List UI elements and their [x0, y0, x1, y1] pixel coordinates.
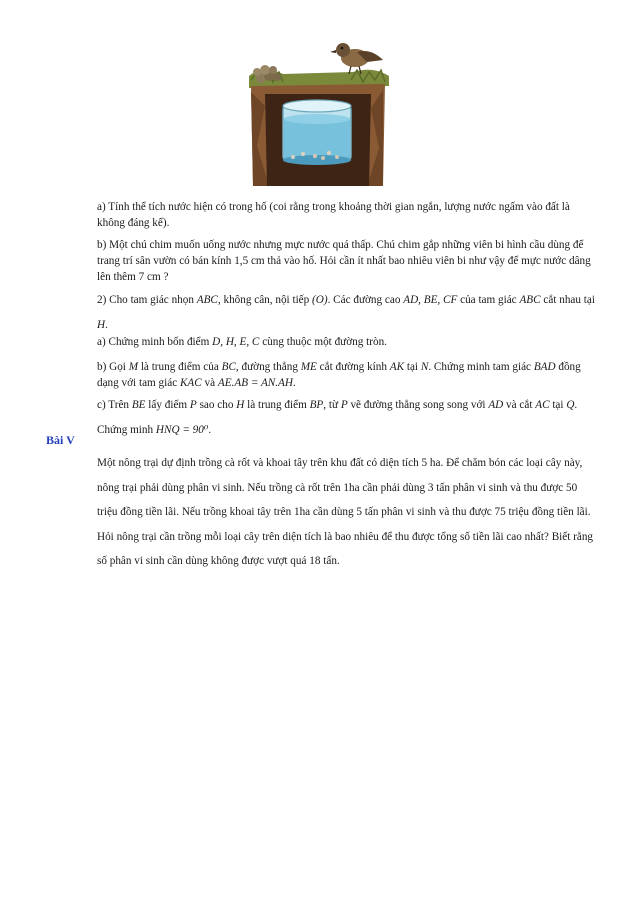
q2b-math: KAC — [179, 377, 202, 389]
q2b-text: và — [201, 377, 218, 389]
q2a-math: D, H, E, C — [212, 336, 260, 348]
q2-math: AD, BE, CF — [403, 294, 458, 306]
q2b-math: BAD — [533, 361, 556, 373]
q2b-math: AK — [389, 361, 405, 373]
q2-text: . — [105, 318, 108, 331]
q2a-text: cùng thuộc một đường tròn. — [259, 336, 387, 348]
q2b-math: ME — [300, 361, 317, 373]
question-2a — [97, 334, 597, 350]
q2-text: cắt nhau tại — [540, 294, 595, 306]
q2-text: 2) Cho tam giác nhọn — [97, 294, 197, 306]
q2b-text: b) Gọi — [97, 361, 129, 373]
q2c-text: . Chứng minh — [97, 399, 578, 436]
q2c-text: là trung điểm — [244, 399, 310, 411]
q2c-math: P — [189, 399, 197, 411]
q2c-text: lấy điểm — [145, 399, 190, 411]
bird-well-illustration — [243, 36, 392, 186]
q2c-text: và cắt — [503, 399, 536, 411]
part-b-marbles: b) Một chú chim muốn uống nước nhưng mực nước quá thấp. Chú chim gắp những viên bi hình cầu dùng để trang trí sân vườn có bán kính 1,5 cm thả vào hố. Hỏi cần ít nhất bao nhiêu viên bi như vậy để mực nước dâng lên thêm 7 cm ? — [97, 239, 591, 283]
q2c-text: , từ — [323, 399, 341, 411]
question-2c — [97, 393, 597, 442]
section-title-bai-v: Bài V — [46, 433, 75, 447]
q2c-math: P — [340, 399, 348, 411]
q2b-math: N — [420, 361, 429, 373]
q2c-math: Q — [566, 399, 575, 411]
q2b-text: là trung điểm của — [138, 361, 222, 373]
q2c-math: BE — [131, 399, 146, 411]
q2c-math: H — [236, 399, 245, 411]
q2-text: , không cân, nội tiếp — [217, 294, 313, 306]
q2b-math: AE.AB = AN.AH — [217, 377, 293, 389]
q2b-text: , đường thẳng — [235, 361, 301, 373]
q2c-text: sao cho — [196, 399, 237, 411]
q2c-math: AD — [488, 399, 504, 411]
q2-text: . Các đường cao — [327, 294, 404, 306]
q2-text: của tam giác — [457, 294, 520, 306]
q2c-text: c) Trên — [97, 399, 132, 411]
q2c-text: tại — [549, 399, 567, 411]
q2b-text: cắt đường kính — [316, 361, 390, 373]
q2b-math: BC — [221, 361, 236, 373]
q2-math: ABC — [519, 294, 541, 306]
q2a-text: a) Chứng minh bốn điểm — [97, 336, 213, 348]
q2-math: ABC — [196, 294, 218, 306]
q2c-text: vẽ đường thẳng song song với — [347, 399, 489, 411]
question-2-statement — [97, 288, 597, 337]
q2-math: (O) — [312, 294, 328, 306]
q2b-text: tại — [404, 361, 421, 373]
bai-v-problem: Một nông trại dự định trồng cà rốt và khoai tây trên khu đất có diện tích 5 ha. Để chăm bón các loại cây này, nông trại phải dùng phân vi sinh. Nếu trồng cà rốt trên 1ha cần phải dùng 3 tấn phân vi sinh và thu được 50 triệu đồng tiền lãi. Nếu trồng khoai tây trên 1ha cần dùng 5 tấn phân vi sinh và thu được 75 triệu đồng tiền lãi. Hỏi nông trại cần trồng mỗi loại cây trên diện tích là bao nhiêu để thu được tổng số tiền lãi cao nhất? Biết rằng số phân vi sinh cần dùng không được vượt quá 18 tấn. — [97, 457, 594, 567]
q2b-math: M — [128, 361, 139, 373]
q2b-text: . — [292, 377, 296, 389]
part-a-volume: a) Tính thể tích nước hiện có trong hố (coi rằng trong khoảng thời gian ngắn, lượng nước ngấm vào đất là không đáng kể). — [97, 201, 570, 229]
q2b-text: . Chứng minh tam giác — [428, 361, 534, 373]
q2c-text: . — [208, 423, 212, 436]
q2c-math: BP — [309, 399, 324, 411]
q2c-math: HNQ = 90⁰ — [155, 423, 209, 436]
question-2b — [97, 359, 597, 391]
q2b-text: đồng dạng với tam giác — [97, 361, 581, 389]
q2-math: H — [97, 318, 106, 331]
q2c-math: AC — [535, 399, 550, 411]
